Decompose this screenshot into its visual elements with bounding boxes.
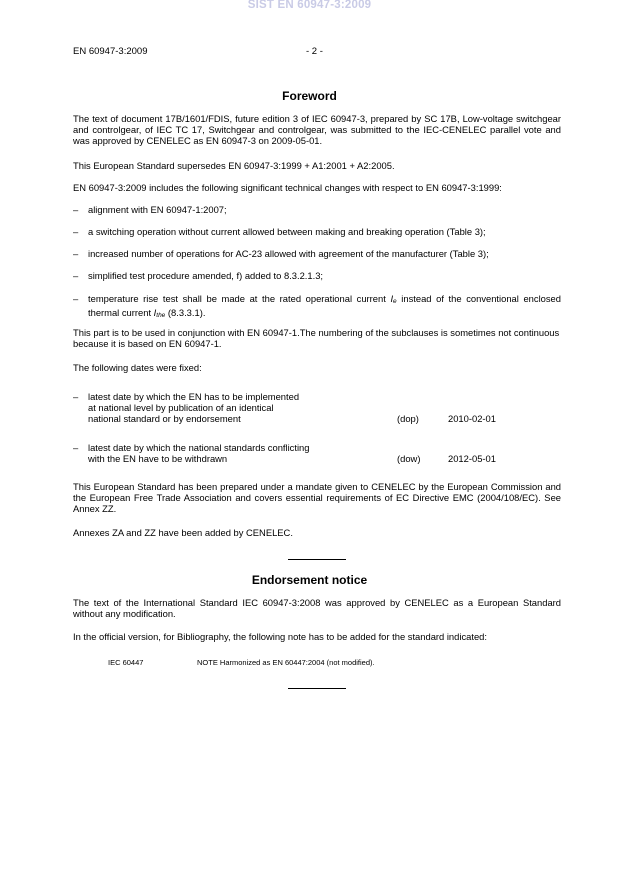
list-bullet: – <box>73 293 79 304</box>
list-bullet: – <box>73 248 79 259</box>
end-separator <box>288 688 346 689</box>
note-standard: IEC 60447 <box>108 658 144 667</box>
endorsement-paragraph-2: In the official version, for Bibliography, the following note has to be added for the standard indicated: <box>73 631 487 642</box>
endorsement-paragraph-1: The text of the International Standard IEC 60947-3:2008 was approved by CENELEC as a European Standard without any modification. <box>73 597 561 619</box>
header-page-number: - 2 - <box>306 46 323 57</box>
dop-code: (dop) <box>397 413 419 424</box>
change-item-5 <box>88 293 561 321</box>
header-doc-id: EN 60947-3:2009 <box>73 46 148 57</box>
list-bullet: – <box>73 391 79 402</box>
foreword-paragraph-3: EN 60947-3:2009 includes the following significant technical changes with respect to EN 60947-3:1999: <box>73 182 502 193</box>
current-symbol-ithe: $I_{the}$ <box>153 307 166 319</box>
list-bullet: – <box>73 270 79 281</box>
foreword-paragraph-5: The following dates were fixed: <box>73 362 202 373</box>
watermark: SIST EN 60947-3:2009 <box>247 0 372 11</box>
dow-date: 2012-05-01 <box>448 453 496 464</box>
dop-description: latest date by which the EN has to be implemented at national level by publication of an identical national standard or by endorsement <box>88 391 300 424</box>
change-item-1: alignment with EN 60947-1:2007; <box>88 204 227 215</box>
foreword-paragraph-7: Annexes ZA and ZZ have been added by CENELEC. <box>73 527 293 538</box>
note-text: NOTE Harmonized as EN 60447:2004 (not modified). <box>197 658 375 667</box>
foreword-paragraph-2: This European Standard supersedes EN 60947-3:1999 + A1:2001 + A2:2005. <box>73 160 395 171</box>
foreword-title: Foreword <box>282 89 337 103</box>
foreword-paragraph-6: This European Standard has been prepared under a mandate given to CENELEC by the European Commission and the European Free Trade Association and covers essential requirements of EC Directive EMC (2004/108/EC). See Annex ZZ. <box>73 481 561 514</box>
current-symbol-ie: $I_e$ <box>390 293 397 305</box>
change-item-5-text-c: (8.3.3.1). <box>165 307 206 318</box>
change-item-2: a switching operation without current allowed between making and breaking operation (Table 3); <box>88 226 486 237</box>
section-separator <box>288 559 346 560</box>
change-item-4: simplified test procedure amended, f) added to 8.3.2.1.3; <box>88 270 324 281</box>
dow-description: latest date by which the national standards conflicting with the EN have to be withdrawn <box>88 442 310 464</box>
list-bullet: – <box>73 226 79 237</box>
dop-date: 2010-02-01 <box>448 413 496 424</box>
list-bullet: – <box>73 204 79 215</box>
change-item-5-text-a: temperature rise test shall be made at the rated operational current <box>88 293 391 304</box>
change-item-3: increased number of operations for AC-23 allowed with agreement of the manufacturer (Table 3); <box>88 248 489 259</box>
list-bullet: – <box>73 442 79 453</box>
change-item-5-text-b: instead of the conventional enclosed thermal current <box>88 293 561 318</box>
dow-code: (dow) <box>397 453 421 464</box>
endorsement-title: Endorsement notice <box>251 573 368 587</box>
foreword-paragraph-4: This part is to be used in conjunction with EN 60947-1.The numbering of the subclauses is sometimes not continuous because it is based on EN 60947-1. <box>73 327 560 349</box>
foreword-paragraph-1: The text of document 17B/1601/FDIS, future edition 3 of IEC 60947-3, prepared by SC 17B, Low-voltage switchgear and controlgear, of IEC TC 17, Switchgear and controlgear, was submitted to the IEC-CENELEC parallel vote and was approved by CENELEC as EN 60947-3 on 2009-05-01. <box>73 113 561 146</box>
